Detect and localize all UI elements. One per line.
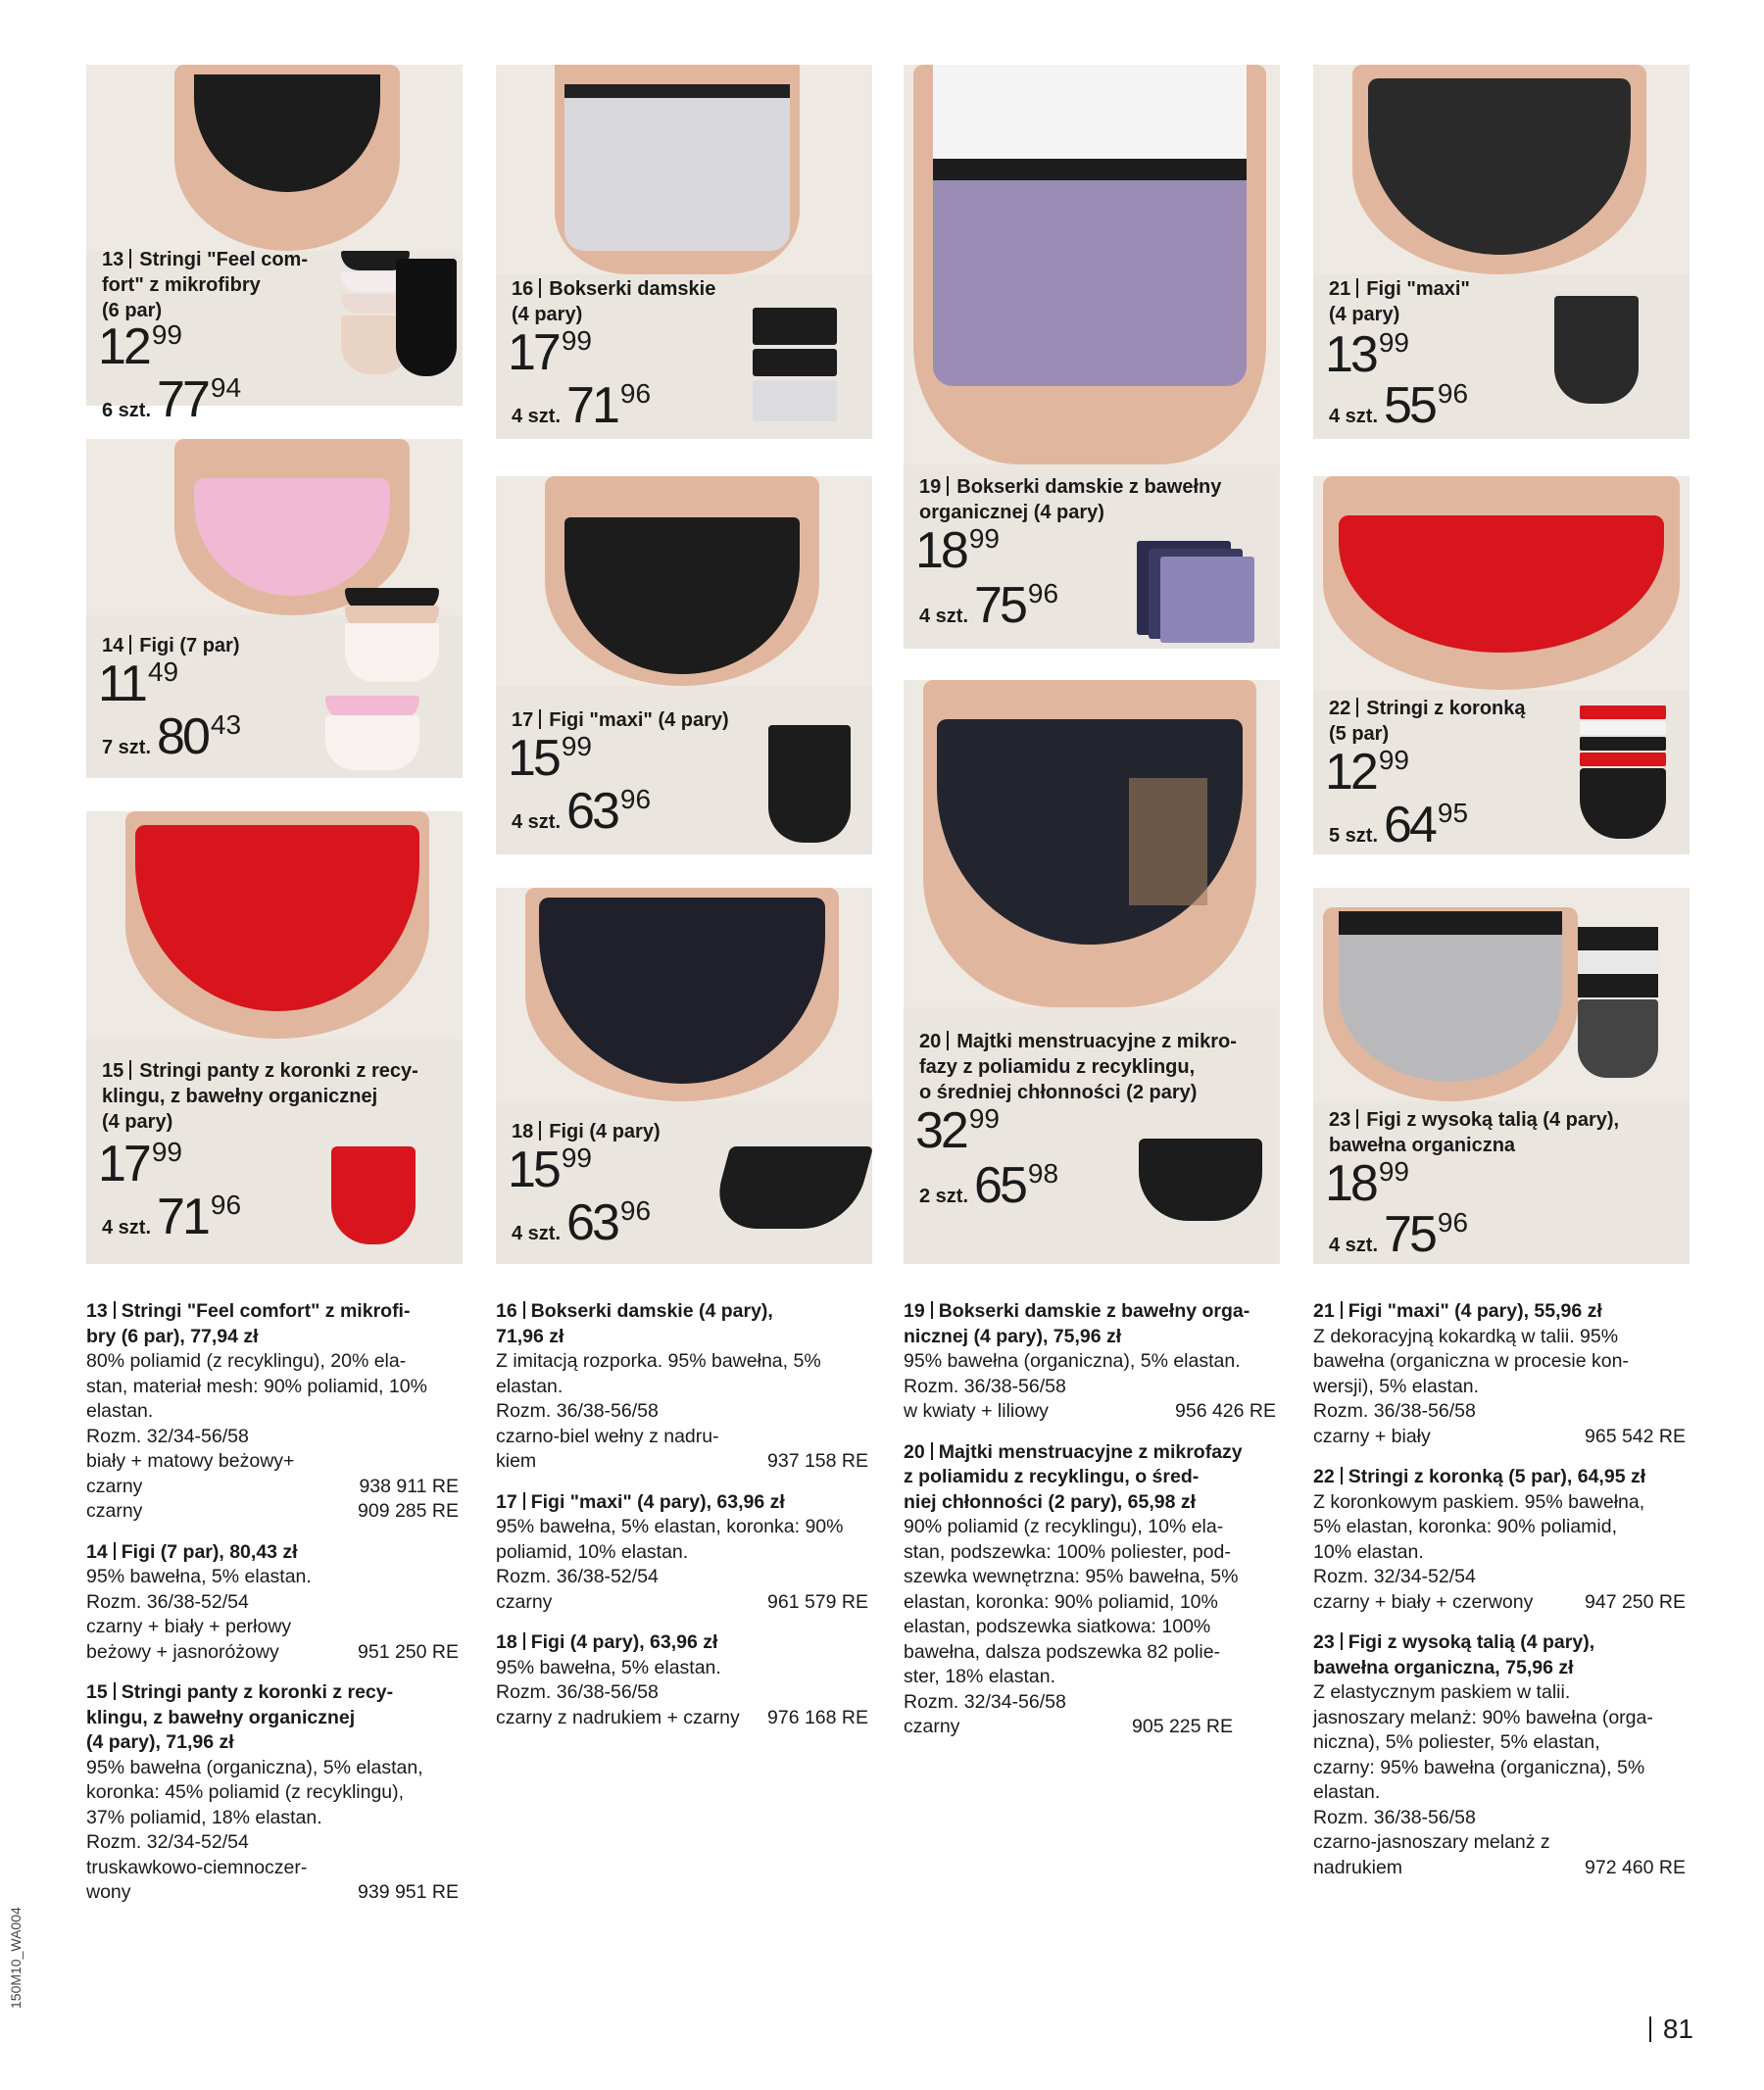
product-label: 18 Figi (4 pary) [512,1121,661,1142]
pack-price: 4 szt. 75 96 [1329,1206,1469,1263]
unit-price: 18 99 [915,522,1000,579]
unit-price: 17 99 [508,324,592,381]
product-photo [86,811,463,1039]
unit-price: 11 49 [98,656,179,712]
description-15: 15 Stringi panty z koronki z recy- klingu, z bawełny organicznej (4 pary), 71,96 zł 95% bawełna (organiczna), 5% elastan, koronka: 45% poliamid (z recyklingu), 37% poliamid, 18% elastan. Rozm. 32/34-52/54 truskawkowo-ciemnoczer- wony 939 951 RE [86,1681,459,1903]
product-card-16[interactable] [496,65,872,439]
product-label: 20 Majtki menstruacyjne z mikro- fazy z poliamidu z recyklingu, o średniej chłonności (2 pary) [919,1031,1237,1103]
product-photo [496,65,872,274]
product-card-21[interactable] [1313,65,1690,439]
pack-price: 4 szt. 75 96 [919,577,1059,634]
unit-price: 32 99 [915,1102,1000,1159]
unit-price: 12 99 [1325,744,1409,801]
description-23: 23 Figi z wysoką talią (4 pary), bawełna organiczna, 75,96 zł Z elastycznym paskiem w talii. jasnoszary melanż: 90% bawełna (orga- niczna), 5% poliester, 5% elastan, czarny: 95% bawełna (organiczna), 5% elastan. Rozm. 36/38-56/58 czarno-jasnoszary melanż z nadrukiem 972 460 RE [1313,1631,1686,1878]
product-card-18[interactable] [496,888,872,1264]
pack-price: 4 szt. 63 96 [512,1194,652,1251]
pack-thumbnail [1554,296,1642,404]
product-card-19[interactable] [904,65,1280,649]
description-column-1 [86,1299,459,1921]
pack-thumbnail [331,1146,419,1244]
pack-thumbnail [341,251,459,388]
pack-price: 6 szt. 77 94 [102,371,242,428]
product-photo [1313,476,1690,690]
description-17: 17 Figi "maxi" (4 pary), 63,96 zł 95% bawełna, 5% elastan, koronka: 90% poliamid, 10% elastan. Rozm. 36/38-52/54 czarny 961 579 RE [496,1490,868,1613]
pack-price: 4 szt. 71 96 [512,377,652,434]
product-photo [904,680,1280,1007]
product-card-14[interactable] [86,439,463,778]
pack-thumbnail [1139,1139,1266,1223]
unit-price: 15 99 [508,730,592,787]
product-card-17[interactable] [496,476,872,854]
unit-price: 15 99 [508,1142,592,1198]
product-label: 17 Figi "maxi" (4 pary) [512,709,729,731]
unit-price: 18 99 [1325,1155,1409,1212]
pack-thumbnail [753,308,841,425]
product-label: 22 Stringi z koronką (5 par) [1329,698,1526,745]
unit-price: 13 99 [1325,326,1409,383]
description-19: 19 Bokserki damskie z bawełny orga- nicznej (4 pary), 75,96 zł 95% bawełna (organiczna), 5% elastan. Rozm. 36/38-56/58 w kwiaty + liliowy 956 426 RE [904,1300,1276,1422]
product-label: 13 Stringi "Feel com- fort" z mikrofibry (6 par) [102,249,308,321]
description-22: 22 Stringi z koronką (5 par), 64,95 zł Z koronkowym paskiem. 95% bawełna, 5% elastan, koronka: 90% poliamid, 10% elastan. Rozm. 32/34-52/54 czarny + biały + czerwony 947 250 RE [1313,1466,1686,1613]
page-number: 81 [1649,2014,1693,2045]
product-photo [904,65,1280,464]
unit-price: 17 99 [98,1136,182,1192]
product-card-23[interactable] [1313,888,1690,1264]
pack-thumbnail [719,1146,866,1231]
product-card-22[interactable] [1313,476,1690,854]
product-label: 23 Figi z wysoką talią (4 pary), bawełna organiczna [1329,1109,1620,1156]
description-14: 14 Figi (7 par), 80,43 zł 95% bawełna, 5% elastan. Rozm. 36/38-52/54 czarny + biały + perłowy beżowy + jasnoróżowy 951 250 RE [86,1540,459,1663]
pack-thumbnail [768,725,857,843]
description-13: 13 Stringi "Feel comfort" z mikrofi- bry (6 par), 77,94 zł 80% poliamid (z recyklingu), 20% ela- stan, materiał mesh: 90% poliamid, 10% elastan. Rozm. 32/34-56/58 biały + matowy beżowy+ czarny 938 911 RE czarny 909 285 RE [86,1300,459,1522]
description-column-2 [496,1299,868,1746]
pack-thumbnail [1580,705,1672,843]
pack-price: 5 szt. 64 95 [1329,797,1469,853]
pack-thumbnail [1137,541,1264,643]
product-label: 19 Bokserki damskie z bawełny organicznej (4 pary) [919,476,1222,523]
description-20: 20 Majtki menstruacyjne z mikrofazy z poliamidu z recyklingu, o śred- niej chłonności (2 pary), 65,98 zł 90% poliamid (z recyklingu), 10% ela- stan, podszewka: 100% poliester, pod- szewka wewnętrzna: 95% bawełna, 5% elastan, koronka: 90% poliamid, 10% elastan, podszewka siatkowa: 100% bawełna, dalsza podszewka 82 polie- ster, 18% elastan. Rozm. 32/34-56/58 czarny 905 225 RE [904,1440,1243,1737]
product-label: 15 Stringi panty z koronki z recy- klingu, z bawełny organicznej (4 pary) [102,1060,418,1133]
product-card-20[interactable] [904,680,1280,1264]
product-photo [86,65,463,251]
pack-thumbnail [325,588,453,774]
product-photo [1313,888,1690,1101]
description-column-4 [1313,1299,1686,1896]
description-21: 21 Figi "maxi" (4 pary), 55,96 zł Z dekoracyjną kokardką w talii. 95% bawełna (organiczna w procesie kon- wersji), 5% elastan. Rozm. 36/38-56/58 czarny + biały 965 542 RE [1313,1300,1686,1447]
catalog-code: 150M10_WA004 [8,1907,24,2009]
product-photo [496,476,872,686]
product-card-13[interactable] [86,65,463,428]
description-18: 18 Figi (4 pary), 63,96 zł 95% bawełna, 5% elastan. Rozm. 36/38-56/58 czarny z nadrukiem + czarny 976 168 RE [496,1631,868,1728]
pack-price: 4 szt. 63 96 [512,783,652,840]
product-label: 21 Figi "maxi" (4 pary) [1329,278,1470,325]
pack-price: 4 szt. 55 96 [1329,377,1469,434]
product-card-15[interactable] [86,811,463,1264]
pack-price: 7 szt. 80 43 [102,708,242,765]
product-label: 14 Figi (7 par) [102,635,240,656]
pack-price: 2 szt. 65 98 [919,1157,1059,1214]
description-16: 16 Bokserki damskie (4 pary), 71,96 zł Z imitacją rozporka. 95% bawełna, 5% elastan. Rozm. 36/38-56/58 czarno-biel wełny z nadru- kiem 937 158 RE [496,1300,868,1472]
pack-price: 4 szt. 71 96 [102,1189,242,1245]
description-column-3 [904,1299,1276,1756]
product-label: 16 Bokserki damskie (4 pary) [512,278,716,325]
unit-price: 12 99 [98,318,182,375]
product-photo [496,888,872,1101]
product-photo [1313,65,1690,274]
